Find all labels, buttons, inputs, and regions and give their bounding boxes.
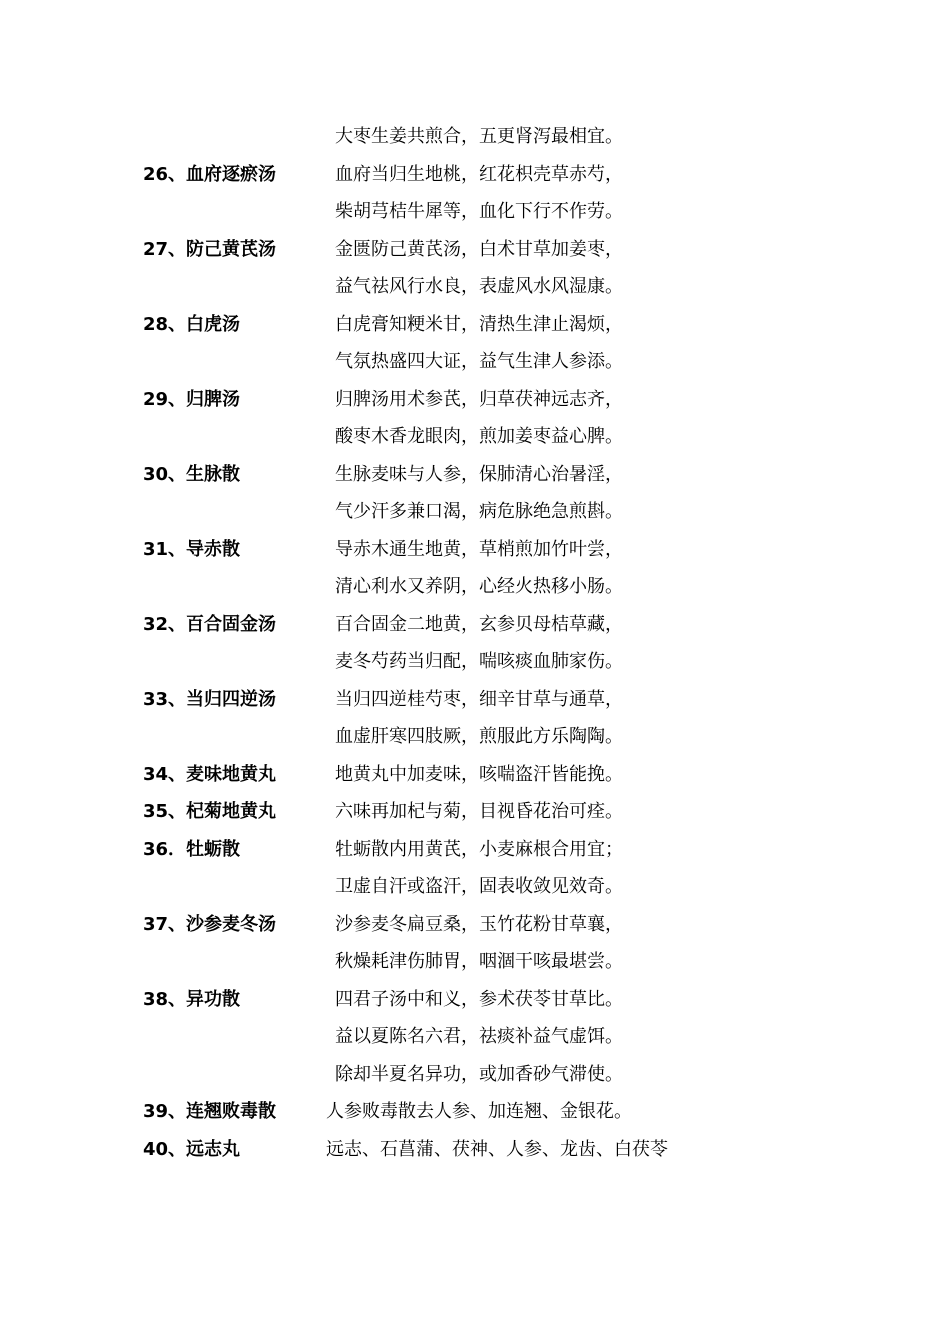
formula-entry-30 (0, 456, 950, 494)
verse-line (0, 493, 950, 531)
verse-line (0, 943, 950, 981)
verse-line (0, 868, 950, 906)
formula-entry-36 (0, 831, 950, 869)
formula-verse: 气少汗多兼口渴，病危脉绝急煎斟。 (335, 501, 623, 522)
verse-line (0, 343, 950, 381)
formula-verse: 柴胡芎桔牛犀等，血化下行不作劳。 (335, 201, 623, 222)
formula-entry-39 (0, 1093, 950, 1131)
formula-verse: 清心利水又养阴，心经火热移小肠。 (335, 576, 623, 597)
formula-entry-33 (0, 681, 950, 719)
formula-entry-29 (0, 381, 950, 419)
verse-line (0, 718, 950, 756)
formula-entry-40 (0, 1131, 950, 1169)
verse-line (0, 1018, 950, 1056)
formula-verse: 人参败毒散去人参、加连翘、金银花。 (326, 1101, 632, 1122)
formula-verse: 远志、石菖蒲、茯神、人参、龙齿、白茯苓 (326, 1138, 668, 1160)
formula-verse: 归脾汤用术参芪，归草茯神远志齐， (335, 388, 623, 410)
formula-verse: 卫虚自汗或盗汗，固表收敛见效奇。 (335, 876, 623, 897)
verse-line (0, 643, 950, 681)
formula-name: 37、沙参麦冬汤 (143, 913, 277, 935)
formula-entry-28 (0, 306, 950, 344)
formula-verse: 麦冬芍药当归配，喘咳痰血肺家伤。 (335, 651, 623, 672)
formula-name: 36．牡蛎散 (143, 838, 241, 860)
formula-verse: 四君子汤中和义，参术茯苓甘草比。 (335, 988, 623, 1010)
formula-entry-35 (0, 793, 950, 831)
formula-verse: 沙参麦冬扁豆桑，玉竹花粉甘草襄， (335, 913, 623, 935)
formula-verse: 白虎膏知粳米甘，清热生津止渴烦， (335, 313, 623, 335)
formula-verse: 导赤木通生地黄，草梢煎加竹叶尝， (335, 538, 623, 560)
formula-name: 26、血府逐瘀汤 (143, 163, 277, 185)
formula-verse: 益气祛风行水良，表虚风水风湿康。 (335, 276, 623, 297)
formula-entry-32 (0, 606, 950, 644)
formula-name: 28、白虎汤 (143, 313, 241, 335)
formula-verse: 酸枣木香龙眼肉，煎加姜枣益心脾。 (335, 426, 623, 447)
formula-name: 39、连翘败毒散 (143, 1101, 277, 1122)
formula-entry-26 (0, 156, 950, 194)
formula-verse: 六味再加杞与菊，目视昏花治可痊。 (335, 801, 623, 822)
formula-entry-31 (0, 531, 950, 569)
formula-name: 35、杞菊地黄丸 (143, 801, 277, 822)
formula-entry-27 (0, 231, 950, 269)
formula-verse: 血虚肝寒四肢厥，煎服此方乐陶陶。 (335, 726, 623, 747)
formula-verse: 大枣生姜共煎合，五更肾泻最相宜。 (335, 126, 623, 147)
formula-name: 33、当归四逆汤 (143, 688, 277, 710)
formula-name: 30、生脉散 (143, 463, 241, 485)
formula-verse: 秋燥耗津伤肺胃，咽涸干咳最堪尝。 (335, 951, 623, 972)
formula-verse: 地黄丸中加麦味，咳喘盗汗皆能挽。 (335, 763, 623, 785)
formula-name: 38、异功散 (143, 988, 241, 1010)
formula-name: 34、麦味地黄丸 (143, 763, 277, 785)
formula-verse: 百合固金二地黄，玄参贝母桔草藏， (335, 613, 623, 635)
formula-entry-34 (0, 756, 950, 794)
verse-line (0, 568, 950, 606)
verse-line (0, 418, 950, 456)
formula-verse: 气氛热盛四大证，益气生津人参添。 (335, 351, 623, 372)
formula-verse: 血府当归生地桃，红花枳壳草赤芍， (335, 163, 623, 185)
formula-verse: 生脉麦味与人参，保肺清心治暑淫， (335, 463, 623, 485)
formula-name: 27、防己黄芪汤 (143, 238, 277, 260)
formula-entry-38 (0, 981, 950, 1019)
formula-name: 29、归脾汤 (143, 388, 241, 410)
verse-line (0, 1056, 950, 1094)
formula-name: 31、导赤散 (143, 538, 241, 560)
verse-line (0, 118, 950, 156)
formula-verse: 除却半夏名异功，或加香砂气滞使。 (335, 1063, 623, 1085)
formula-verse: 金匮防己黄芪汤，白术甘草加姜枣， (335, 238, 623, 260)
formula-name: 40、远志丸 (143, 1138, 241, 1160)
verse-line (0, 268, 950, 306)
formula-verse: 牡蛎散内用黄芪，小麦麻根合用宜； (335, 838, 623, 860)
verse-line (0, 193, 950, 231)
formula-verse: 益以夏陈名六君，祛痰补益气虚饵。 (335, 1026, 623, 1047)
formula-verse: 当归四逆桂芍枣，细辛甘草与通草， (335, 688, 623, 710)
formula-name: 32、百合固金汤 (143, 613, 277, 635)
formula-entry-37 (0, 906, 950, 944)
